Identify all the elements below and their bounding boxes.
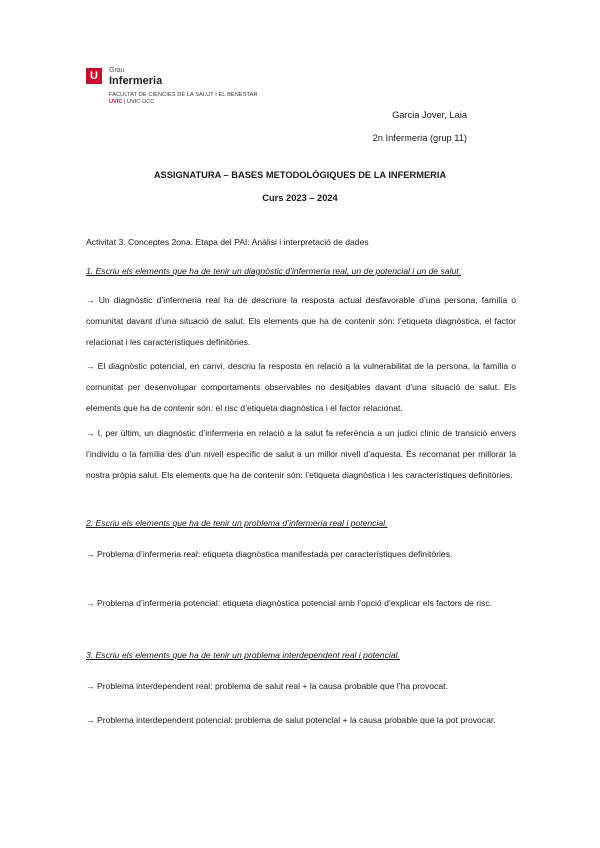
student-group: 2n Infermeria (grup 11) (372, 133, 467, 143)
logo-faculty-name: FACULTAT DE CIÈNCIES DE LA SALUT I EL BENESTAR (109, 92, 258, 98)
logo-uvic-rest: | UVIC·UCC (122, 99, 155, 105)
question-1: 1. Escriu els elements que ha de tenir un diagnòstic d’infermeria real, un de potencial i un de salut. (86, 266, 462, 276)
author-name: Garcia Jover, Laia (392, 110, 467, 120)
answer-2-paragraph-1: → Problema d’infermeria real: etiqueta diagnòstica manifestada per característiques definitòries. (86, 549, 453, 559)
question-3: 3. Escriu els elements que ha de tenir un problema interdependent real i potencial. (86, 650, 400, 660)
logo-program-name: Infermeria (109, 75, 163, 87)
answer-1-paragraph-2: → El diagnòstic potencial, en canvi, descriu la resposta en relació a la vulnerabilitat de la persona, la família o comunitat per desenvolupar comportaments observables no desitjables davant d’una situació de salut. Els elements que ha de contenir són: el risc d’etiqueta diagnòstica i el factor relacionat. (86, 361, 516, 413)
university-logo (86, 68, 296, 118)
answer-2-paragraph-2: → Problema d’infermeria potencial: etiqueta diagnòstica potencial amb l’opció d’explicar els factors de risc. (86, 598, 493, 608)
logo-grau-text: Grau (109, 67, 125, 74)
answer-1-paragraph-1: → Un diagnòstic d’infermeria real ha de descriure la resposta actual desfavorable d’una persona, família o comunitat davant d’una situació de salut. Els elements que ha de contenir són: l’etiqueta diagnòstica, el factor relacionat i les característiques definitòries. (86, 295, 516, 347)
logo-uvic-brand: UVIC (109, 99, 123, 105)
logo-uvic-line (109, 99, 154, 105)
uvic-logo-icon: U (86, 68, 102, 84)
answer-3-paragraph-1: → Problema interdependent real: problema de salut real + la causa probable que l’ha provocat. (86, 681, 448, 691)
question-2: 2. Escriu els elements que ha de tenir un problema d’infermeria real i potencial. (86, 518, 388, 528)
subject-title: ASSIGNATURA – BASES METODOLÒGIQUES DE LA INFERMERIA (153, 170, 447, 180)
answer-1-paragraph-3: → I, per últim, un diagnòstic d’infermeria en relació a la salut fa referència a un judici clínic de transició envers l’individu o la família des d’un nivell específic de salut a un millor nivell d’aquesta. És recomanat per millorar la nostra pròpia salut. Els elements que ha de contenir són: l’etiqueta diagnòstica i les característiques definitòries. (86, 428, 516, 480)
activity-title: Activitat 3. Conceptes 2ona. Etapa del PAI: Anàlisi i interpretació de dades (86, 237, 369, 247)
answer-3-paragraph-2: → Problema interdependent potencial: problema de salut potencial + la causa probable que la pot provocar. (86, 715, 496, 725)
course-year: Curs 2023 – 2024 (262, 193, 338, 203)
